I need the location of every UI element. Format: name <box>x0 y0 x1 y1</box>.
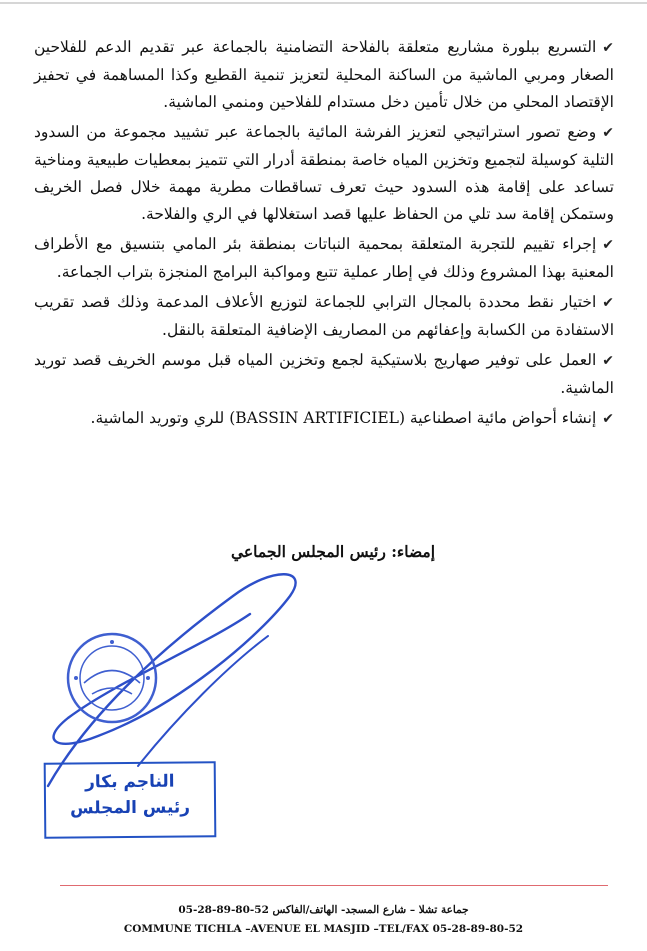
list-item <box>34 119 614 228</box>
footer-divider <box>60 885 608 886</box>
list-item <box>34 289 614 344</box>
checkmark-icon: ✔ <box>602 40 614 56</box>
official-seal <box>62 628 162 728</box>
name-stamp <box>44 761 217 838</box>
checkmark-icon: ✔ <box>602 237 614 253</box>
action-list <box>34 34 614 436</box>
top-border <box>0 2 647 4</box>
checkmark-icon: ✔ <box>602 411 614 427</box>
checkmark-icon: ✔ <box>602 353 614 369</box>
checkmark-icon: ✔ <box>602 295 614 311</box>
item-text: العمل على توفير صهاريج بلاستيكية لجمع وتخزين المياه قبل موسم الخريف قصد توريد الماشية. <box>34 351 614 397</box>
list-item <box>34 405 614 433</box>
list-item <box>34 347 614 402</box>
footer-french: COMMUNE TICHLA –AVENUE EL MASJID –TEL/FAX 05-28-89-80-52 <box>123 923 524 935</box>
list-item <box>34 231 614 286</box>
item-text: إنشاء أحواض مائية اصطناعية (BASSIN ARTIFICIEL) للري وتوريد الماشية. <box>90 409 597 427</box>
checkmark-icon: ✔ <box>602 125 614 141</box>
stamp-name: الناجم بكار <box>85 771 175 793</box>
list-item <box>34 34 614 116</box>
footer-arabic: جماعة تشلا – شارع المسجد- الهاتف/الفاكس 52-80-89-28-05 <box>178 904 469 916</box>
item-text: إجراء تقييم للتجربة المتعلقة بمحمية النباتات بمنطقة بئر المامي بتنسيق مع الأطراف المعنية بهذا المشروع وذلك في إطار عملية تتبع ومواكبة البرامج المنجزة بتراب الجماعة. <box>34 235 614 281</box>
item-text: اختيار نقط محددة بالمجال الترابي للجماعة لتوزيع الأعلاف المدعمة وذلك قصد تقريب الاستفادة من الكسابة وإعفائهم من المصاريف الإضافية المتعلقة بالنقل. <box>34 293 614 339</box>
signature-title: إمضاء: رئيس المجلس الجماعي <box>231 542 435 561</box>
item-text: التسريع ببلورة مشاريع متعلقة بالفلاحة التضامنية بالجماعة عبر تقديم الدعم للفلاحين الصغار ومربي الماشية من الساكنة المحلية لتعزيز تنمية القطيع وكذا المساهمة في تحفيز الإقتصاد المحلي من خلال تأمين دخل مستدام للفلاحين ومنمي الماشية. <box>34 38 614 111</box>
item-text: وضع تصور استراتيجي لتعزيز الفرشة المائية بالجماعة عبر تشييد مجموعة من السدود التلية كوسيلة لتجميع وتخزين المياه خاصة بمنطقة أدرار التي تتميز بمعطيات طبيعية ومناخية تساعد على إقامة هذه السدود حيث تعرف تساقطات مطرية مهمة خلال فصل الخريف وستمكن إقامة سد تلي من الحفاظ عليها قصد استغلالها في الري والفلاحة. <box>34 123 614 223</box>
stamp-role: رئيس المجلس <box>70 797 191 819</box>
